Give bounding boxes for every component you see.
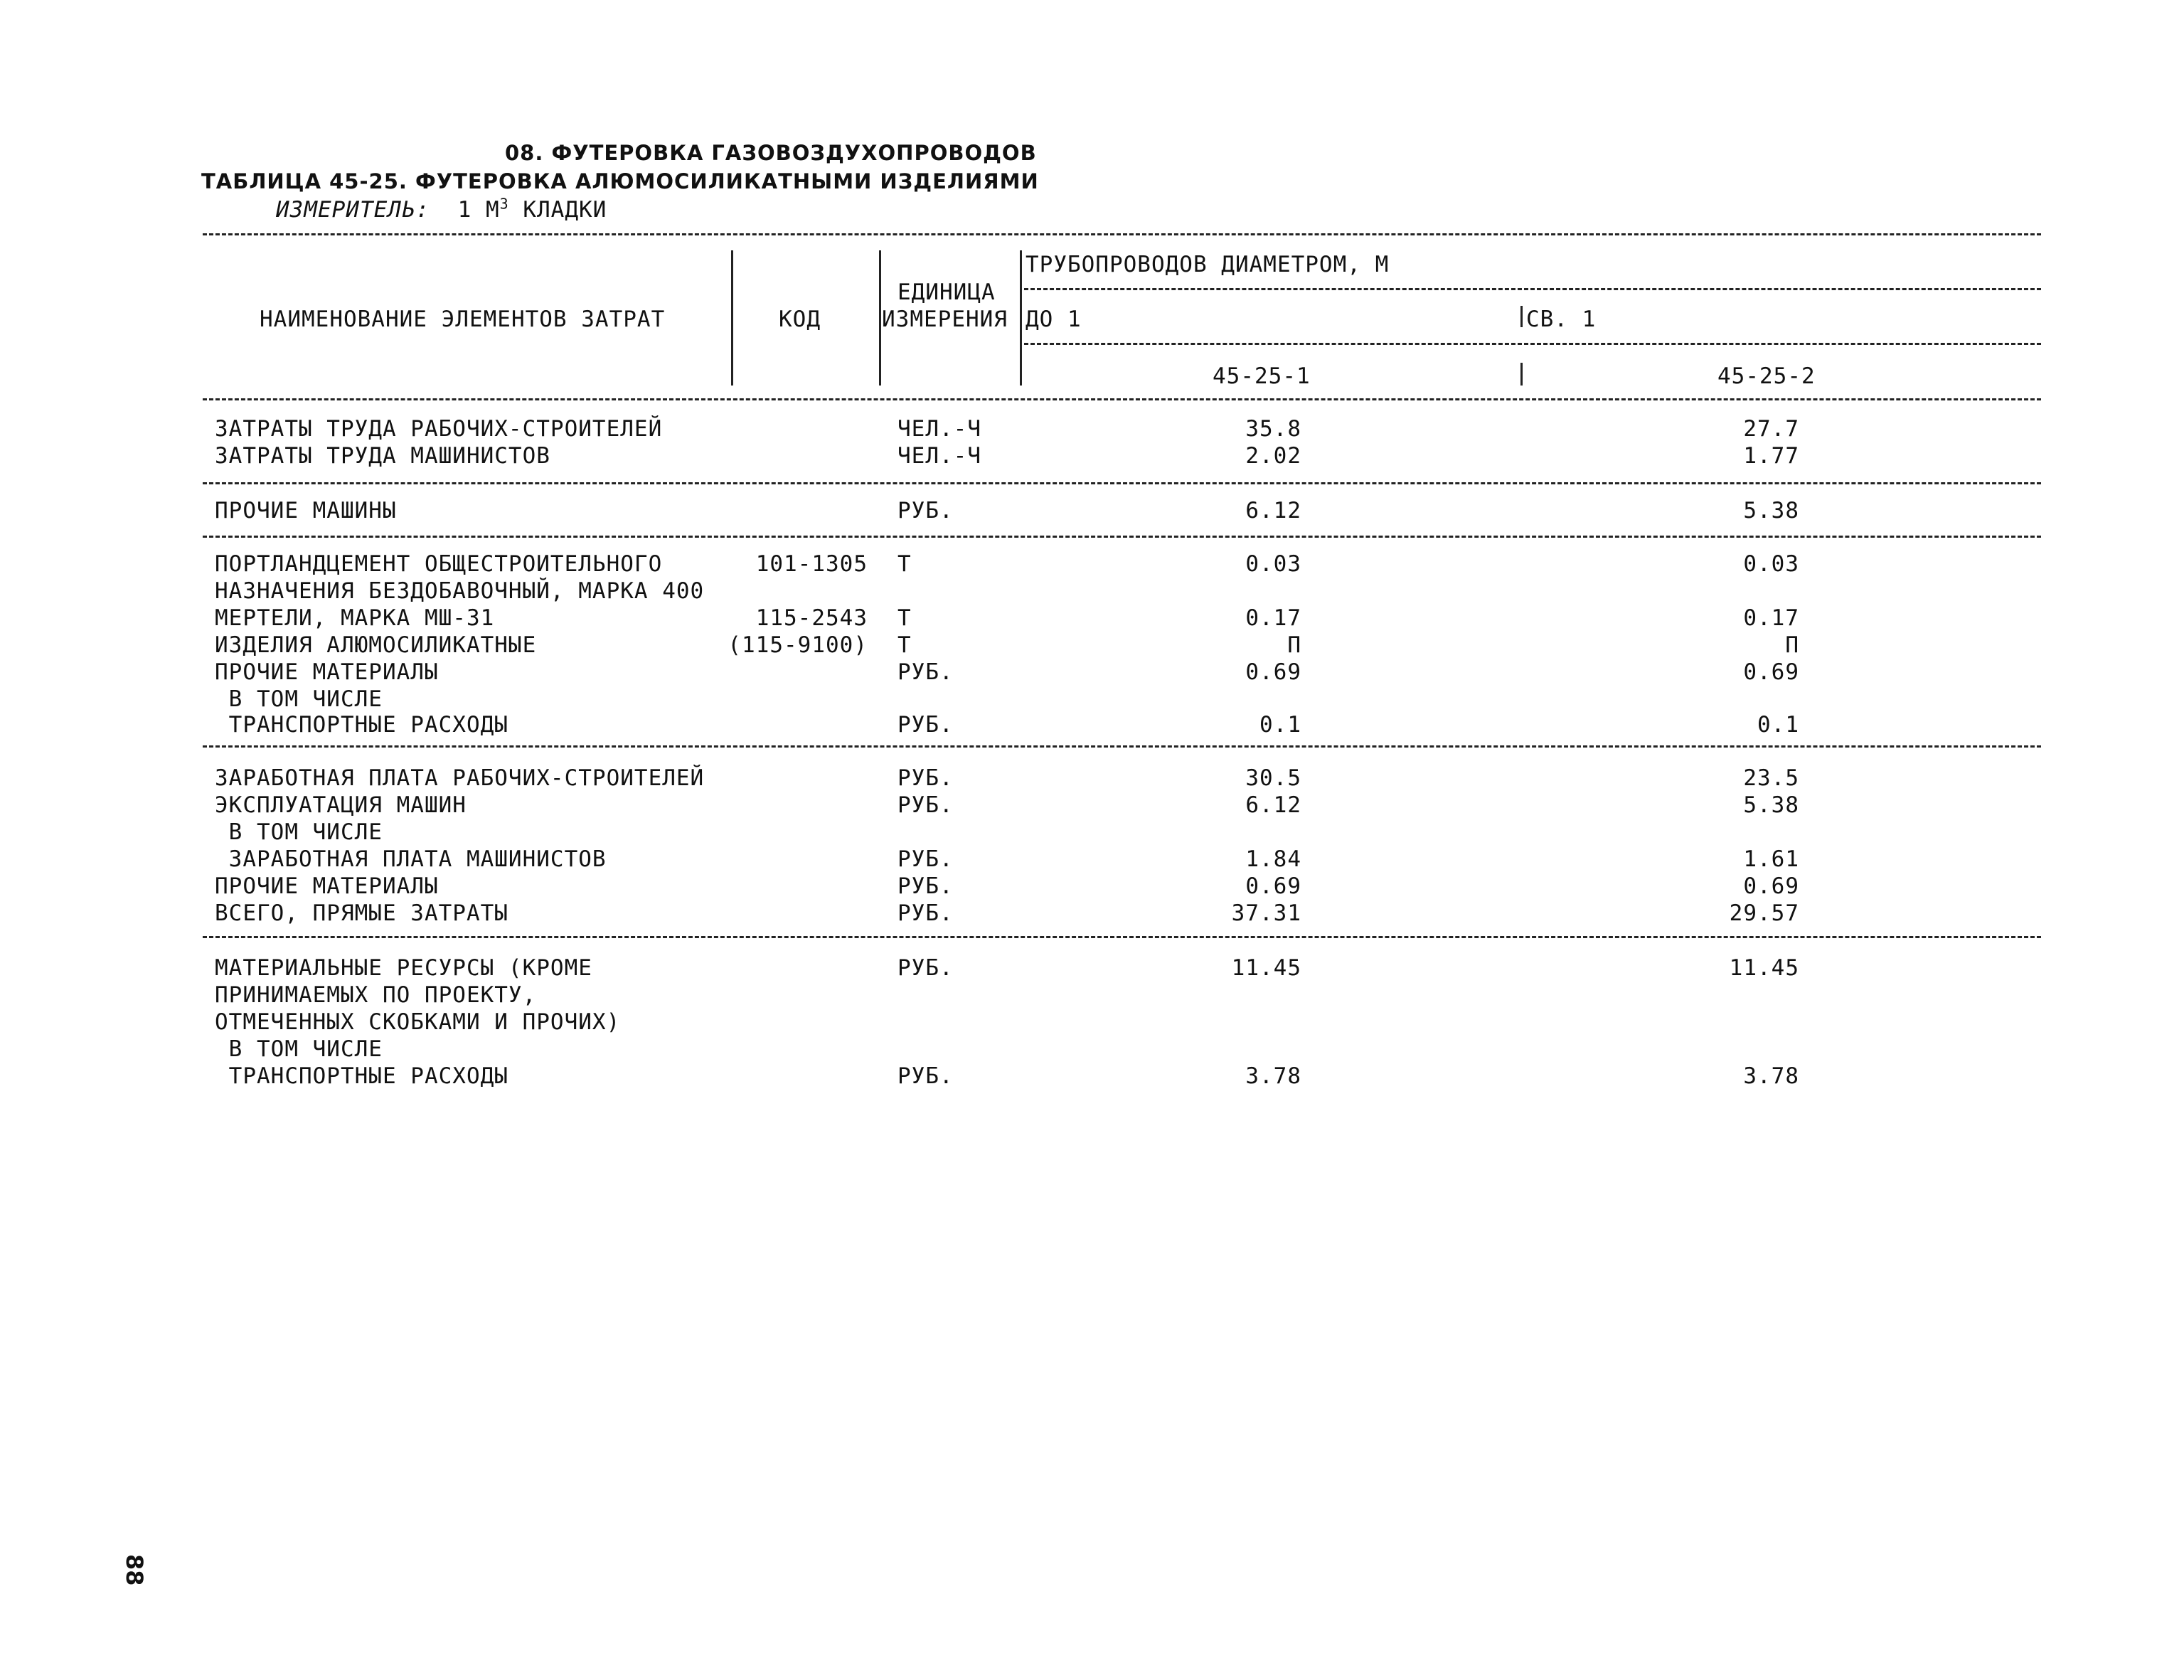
- measure-value-pre: 1 М: [457, 197, 500, 223]
- row-name: ЭКСПЛУАТАЦИЯ МАШИН: [215, 792, 467, 818]
- row-value-1: 6.12: [1245, 792, 1301, 818]
- row-name: ЗАРАБОТНАЯ ПЛАТА РАБОЧИХ-СТРОИТЕЛЕЙ: [215, 765, 705, 791]
- row-value-2: 0.1: [1757, 712, 1799, 738]
- row-unit: РУБ.: [897, 955, 954, 981]
- row-unit: РУБ.: [897, 498, 954, 523]
- row-name: ПРОЧИЕ МАТЕРИАЛЫ: [215, 873, 439, 899]
- row-value-1: П: [1287, 632, 1301, 658]
- rule-sub: [1024, 343, 2041, 345]
- row-name: ИЗДЕЛИЯ АЛЮМОСИЛИКАТНЫЕ: [215, 632, 537, 658]
- row-value-1: 30.5: [1245, 765, 1301, 791]
- row-unit: РУБ.: [897, 1063, 954, 1089]
- row-value-2: 29.57: [1729, 900, 1799, 926]
- row-name: ВСЕГО, ПРЯМЫЕ ЗАТРАТЫ: [215, 900, 508, 926]
- row-name: ПРИНИМАЕМЫХ ПО ПРОЕКТУ,: [215, 982, 537, 1008]
- row-value-2: 5.38: [1743, 792, 1799, 818]
- row-value-2: 1.61: [1743, 846, 1799, 872]
- rule-section-2: [203, 536, 2041, 538]
- table-title: ТАБЛИЦА 45-25. ФУТЕРОВКА АЛЮМОСИЛИКАТНЫМИ ИЗДЕЛИЯМИ: [201, 169, 1039, 193]
- row-value-1: 0.69: [1245, 659, 1301, 685]
- row-name: ТРАНСПОРТНЫЕ РАСХОДЫ: [215, 1063, 508, 1089]
- row-value-2: П: [1785, 632, 1799, 658]
- rule-section-3: [203, 745, 2041, 748]
- row-value-1: 11.45: [1231, 955, 1301, 981]
- measure-line: [276, 196, 607, 223]
- row-code: 101-1305: [755, 551, 868, 577]
- row-value-1: 1.84: [1245, 846, 1301, 872]
- row-value-1: 0.69: [1245, 873, 1301, 899]
- section-title: 08. ФУТЕРОВКА ГАЗОВОЗДУХОПРОВОДОВ: [505, 141, 1037, 165]
- row-unit: РУБ.: [897, 765, 954, 791]
- row-value-1: 37.31: [1231, 900, 1301, 926]
- row-unit: РУБ.: [897, 712, 954, 738]
- rule-section-1: [203, 482, 2041, 484]
- row-name: ЗАТРАТЫ ТРУДА МАШИНИСТОВ: [215, 443, 550, 469]
- row-value-1: 6.12: [1245, 498, 1301, 523]
- measure-value-post: КЛАДКИ: [508, 197, 607, 223]
- row-value-2: 1.77: [1743, 443, 1799, 469]
- row-value-1: 0.17: [1245, 605, 1301, 631]
- rule-group: [1024, 288, 2041, 290]
- row-value-1: 0.03: [1245, 551, 1301, 577]
- col-sub2-header: СВ. 1: [1526, 307, 1597, 332]
- row-code: (115-9100): [728, 632, 868, 658]
- row-unit: Т: [897, 632, 912, 658]
- row-value-1: 0.1: [1259, 712, 1301, 738]
- row-value-2: 23.5: [1743, 765, 1799, 791]
- row-value-1: 3.78: [1245, 1063, 1301, 1089]
- rule-section-4: [203, 936, 2041, 938]
- row-value-2: 11.45: [1729, 955, 1799, 981]
- row-name: ТРАНСПОРТНЫЕ РАСХОДЫ: [215, 712, 508, 738]
- col-group-header: ТРУБОПРОВОДОВ ДИАМЕТРОМ, М: [1026, 252, 1390, 277]
- row-unit: РУБ.: [897, 792, 954, 818]
- row-unit: РУБ.: [897, 900, 954, 926]
- page-number: 88: [121, 1554, 148, 1586]
- row-value-2: 3.78: [1743, 1063, 1799, 1089]
- row-value-2: 0.17: [1743, 605, 1799, 631]
- row-name: ПРОЧИЕ МАТЕРИАЛЫ: [215, 659, 439, 685]
- col-sub1-header: ДО 1: [1026, 307, 1082, 332]
- rule-header-bottom: [203, 398, 2041, 400]
- row-value-2: 27.7: [1743, 416, 1799, 442]
- row-value-2: 0.69: [1743, 873, 1799, 899]
- row-value-2: 5.38: [1743, 498, 1799, 523]
- row-name: В ТОМ ЧИСЛЕ: [215, 1036, 383, 1062]
- row-unit: Т: [897, 605, 912, 631]
- row-name: ЗАТРАТЫ ТРУДА РАБОЧИХ-СТРОИТЕЛЕЙ: [215, 416, 663, 442]
- vbar-name-code: [731, 250, 733, 386]
- vbar-unit-values: [1020, 250, 1022, 386]
- row-unit: ЧЕЛ.-Ч: [897, 443, 981, 469]
- measure-value-sup: 3: [499, 195, 509, 213]
- measure-label: ИЗМЕРИТЕЛЬ:: [276, 197, 430, 223]
- col-code2-header: 45-25-2: [1717, 363, 1816, 389]
- row-name: ОТМЕЧЕННЫХ СКОБКАМИ И ПРОЧИХ): [215, 1009, 621, 1035]
- col-unit-header-2: ИЗМЕРЕНИЯ: [882, 307, 1008, 332]
- row-value-2: 0.03: [1743, 551, 1799, 577]
- rule-top: [203, 233, 2041, 235]
- col-name-header: НАИМЕНОВАНИЕ ЭЛЕМЕНТОВ ЗАТРАТ: [260, 307, 666, 332]
- vbar-sub-split: [1520, 306, 1523, 327]
- col-code-header: КОД: [779, 307, 821, 332]
- col-code1-header: 45-25-1: [1213, 363, 1311, 389]
- vbar-code-split: [1520, 363, 1523, 386]
- row-name: В ТОМ ЧИСЛЕ: [215, 819, 383, 845]
- row-value-2: 0.69: [1743, 659, 1799, 685]
- row-name: НАЗНАЧЕНИЯ БЕЗДОБАВОЧНЫЙ, МАРКА 400: [215, 578, 705, 604]
- col-unit-header-1: ЕДИНИЦА: [897, 280, 996, 305]
- row-name: В ТОМ ЧИСЛЕ: [215, 686, 383, 712]
- vbar-code-unit: [879, 250, 881, 386]
- row-name: ЗАРАБОТНАЯ ПЛАТА МАШИНИСТОВ: [215, 846, 607, 872]
- row-unit: РУБ.: [897, 846, 954, 872]
- row-unit: Т: [897, 551, 912, 577]
- row-value-1: 2.02: [1245, 443, 1301, 469]
- row-name: МАТЕРИАЛЬНЫЕ РЕСУРСЫ (КРОМЕ: [215, 955, 592, 981]
- row-name: МЕРТЕЛИ, МАРКА МШ-31: [215, 605, 495, 631]
- row-code: 115-2543: [755, 605, 868, 631]
- row-name: ПОРТЛАНДЦЕМЕНТ ОБЩЕСТРОИТЕЛЬНОГО: [215, 551, 663, 577]
- row-name: ПРОЧИЕ МАШИНЫ: [215, 498, 397, 523]
- row-unit: РУБ.: [897, 659, 954, 685]
- row-value-1: 35.8: [1245, 416, 1301, 442]
- row-unit: РУБ.: [897, 873, 954, 899]
- row-unit: ЧЕЛ.-Ч: [897, 416, 981, 442]
